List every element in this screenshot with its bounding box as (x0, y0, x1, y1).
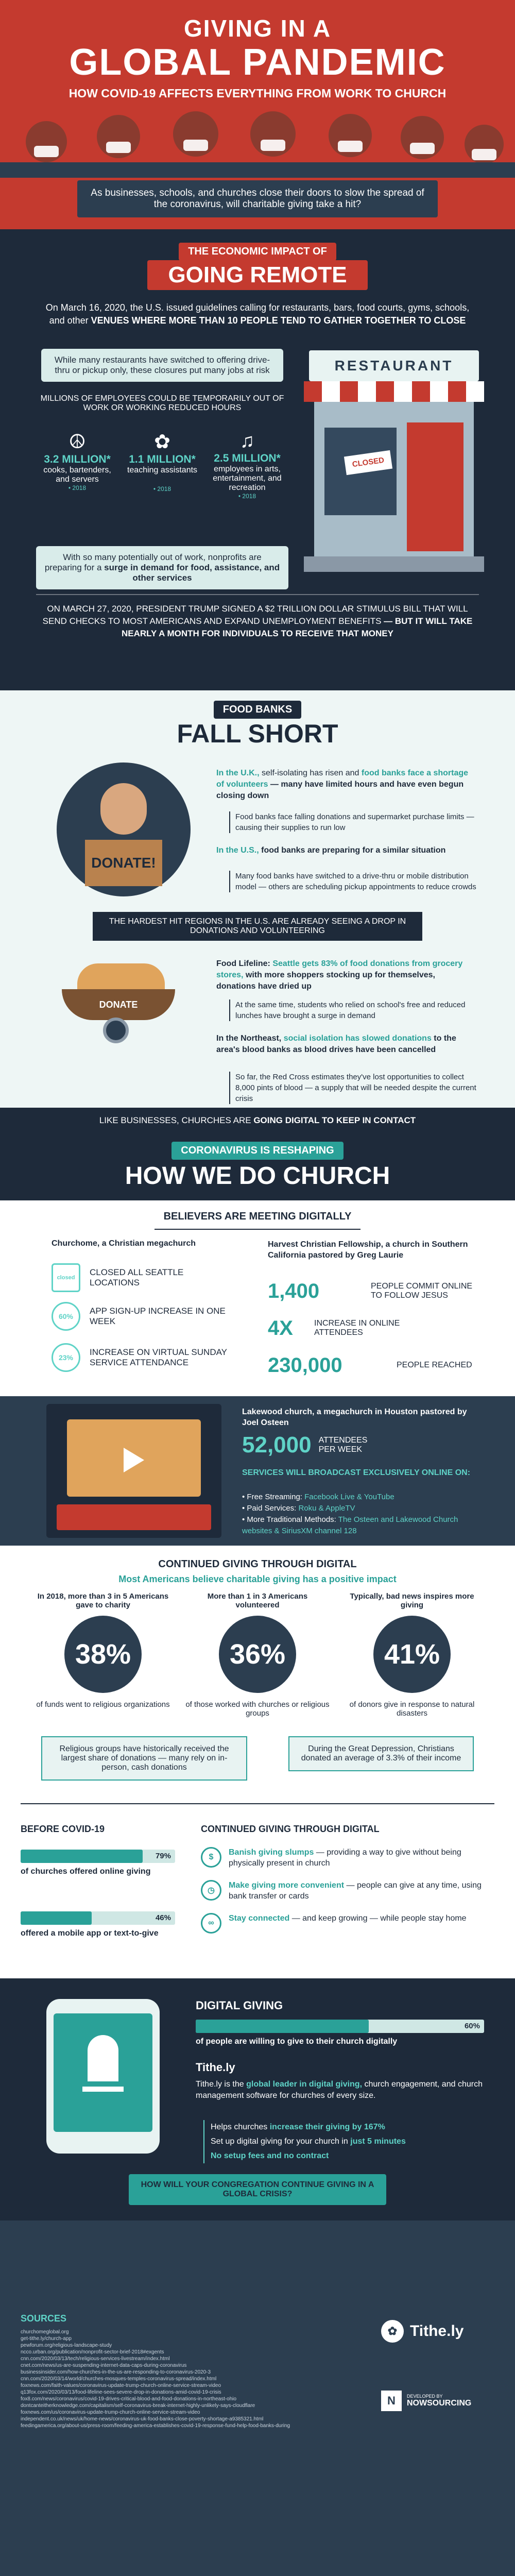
lakewood-stat (242, 1432, 479, 1458)
developed-by: DEVELOPED BY (407, 2394, 443, 2399)
source-link[interactable]: feedingamerica.org/about-us/press-room/feeding-america-establishes-covid-19-response-fund-help-food-banks-during (21, 2423, 290, 2429)
percent-icon: 60% (52, 1302, 80, 1331)
religious-groups-box: Religious groups have historically received the largest share of donations — many rely on in-person, cash donations (41, 1736, 247, 1781)
us-b: food banks are preparing for a similar situation (259, 846, 446, 855)
harvest-value: 4X (268, 1316, 293, 1340)
harvest-value: 1,400 (268, 1279, 320, 1302)
source-link[interactable]: businessinsider.com/how-churches-in-the-us-are-responding-to-coronavirus-2020-3 (21, 2369, 211, 2375)
seattle-c: with more shoppers stocking up for themselves, donations have dried up (216, 971, 435, 991)
uk-c: food banks face a shortage of volunteers (216, 769, 469, 789)
great-depression-box: During the Great Depression, Christians donated an average of 3.3% of their income (288, 1736, 474, 1771)
stat-value: 1.1 MILLION* (129, 453, 196, 465)
employment-stats (36, 430, 288, 523)
item-a: Make giving more convenient (229, 1881, 345, 1890)
nowsourcing-logo[interactable] (381, 2391, 494, 2411)
channel-value: The Osteen and Lakewood Church websites & SiriusXM channel 128 (242, 1515, 458, 1535)
channel-item: • Paid Services: Roku & AppleTV (242, 1504, 355, 1513)
us-text (216, 845, 474, 856)
remote-intro-a: On March 16, 2020, the U.S. issued guidelines calling for restaurants, bars, food courts, gyms, schools, and other (45, 302, 470, 326)
tithely-a: Tithe.ly is the (196, 2080, 247, 2089)
stat-label: employees in arts, entertainment, and recreation (213, 465, 282, 492)
believers-divider (154, 1229, 360, 1230)
stimulus-a: ON MARCH 27, 2020, PRESIDENT TRUMP SIGNED A $2 TRILLION DOLLAR STIMULUS BILL THAT WILL SEND CHECKS TO MOST AMERICANS AND EXPAND UNEMPLOYMENT BENEFITS (42, 604, 468, 626)
continued-item (201, 1880, 489, 1902)
cta-banner: HOW WILL YOUR CONGREGATION CONTINUE GIVING IN A GLOBAL CRISIS? (129, 2174, 386, 2205)
northeast-text (216, 1033, 474, 1056)
masked-people-illustration (0, 106, 515, 178)
uk-d: — many have limited hours and have even begun closing down (216, 780, 464, 800)
source-link[interactable]: pewforum.org/religious-landscape-study (21, 2343, 112, 2348)
uk-note: Food banks face falling donations and supermarket purchase limits — causing their supplies to run low (229, 811, 477, 833)
point-b: increase their giving by 167% (269, 2123, 385, 2131)
channel-item: • More Traditional Methods: The Osteen and Lakewood Church websites & SiriusXM channel 128 (242, 1515, 458, 1535)
source-link[interactable]: fox8.com/news/coronavirus/covid-19-drives-critical-blood-and-food-donations-in-northeast-ohio (21, 2396, 237, 2402)
source-link[interactable]: ncco.urban.org/publication/nonprofit-sector-brief-2018#exgents (21, 2349, 164, 2355)
northeast-note: So far, the Red Cross estimates they've lost opportunities to collect 8,000 pints of blood — a supply that will be needed despite the current crisis (229, 1072, 477, 1104)
tithely-title: Tithe.ly (196, 2061, 235, 2074)
harvest-title: Harvest Christian Fellowship, a church in Southern California pastored by Greg Laurie (268, 1240, 468, 1260)
item-b: — and keep growing — while people stay home (289, 1914, 467, 1923)
seattle-note: At the same time, students who relied on school's free and reduced lunches have brought a surge in demand (229, 999, 477, 1021)
source-link[interactable]: cnet.com/news/us-are-suspending-internet-data-caps-during-coronavirus (21, 2363, 187, 2368)
closed-sign: CLOSED (344, 450, 392, 475)
churchome-item-label: APP SIGN-UP INCREASE IN ONE WEEK (90, 1306, 226, 1326)
point-b: just 5 minutes (350, 2137, 406, 2146)
header-section (0, 0, 515, 229)
digital-giving-section (0, 1978, 515, 2221)
item-a: Stay connected (229, 1914, 290, 1923)
divider (36, 594, 479, 595)
tithely-logo-text: Tithe.ly (410, 2323, 464, 2340)
churchome-item-label: CLOSED ALL SEATTLE LOCATIONS (90, 1267, 184, 1287)
stat-year: • 2018 (153, 485, 171, 493)
dollar-icon: $ (201, 1847, 221, 1868)
digital-title: DIGITAL GIVING (196, 1999, 283, 2012)
stat-value: 3.2 MILLION* (44, 453, 111, 465)
continued-item (201, 1913, 489, 1934)
church-section (0, 1133, 515, 1700)
restaurant-illustration (304, 350, 484, 587)
giving-notes-section (0, 1700, 515, 1824)
tithely-point (211, 2134, 489, 2149)
item-b: — providing a way to give without being physically present in church (229, 1848, 461, 1868)
divider (21, 1803, 494, 1804)
bar-fill (21, 1850, 143, 1863)
before-title: BEFORE COVID-19 (21, 1824, 105, 1834)
seattle-b: Seattle gets 83% of food donations from grocery stores, (216, 959, 463, 979)
digital-banner (0, 1108, 515, 1133)
film-icon: ♫ (239, 430, 255, 452)
sources-section (0, 2221, 515, 2576)
harvest-label: INCREASE IN ONLINE ATTENDEES (314, 1319, 400, 1337)
wheelbarrow-illustration (46, 953, 201, 1046)
giving-stat-head: Typically, bad news inspires more giving (350, 1592, 474, 1609)
source-link[interactable]: foxnews.com/us/coronavirus-update-trump-church-online-service-stream-video (21, 2410, 200, 2415)
stat-arts (206, 430, 288, 500)
giving-stat-head: More than 1 in 3 Americans volunteered (207, 1592, 308, 1609)
us-note: Many food banks have switched to a drive-thru or mobile distribution model — others are scheduling pickup appointments to reduce crowds (229, 871, 477, 892)
item-b: — people can give at any time, using bank transfer or cards (229, 1881, 482, 1901)
stimulus-b: — BUT IT WILL TAKE NEARLY A MONTH FOR INDIVIDUALS TO RECEIVE THAT MONEY (122, 616, 473, 638)
bar-value: 79% (155, 1852, 171, 1860)
sources-title: SOURCES (21, 2313, 67, 2324)
churchome-item-label: INCREASE ON VIRTUAL SUNDAY SERVICE ATTENDANCE (90, 1347, 227, 1367)
stat-cooks (36, 430, 118, 492)
harvest-item (268, 1310, 484, 1347)
bar-track (21, 1850, 175, 1863)
giving-title: CONTINUED GIVING THROUGH DIGITAL (158, 1558, 357, 1570)
believers-heading: BELIEVERS ARE MEETING DIGITALLY (163, 1211, 352, 1222)
giving-stat-value: 41% (373, 1616, 451, 1693)
source-link[interactable]: independent.co.uk/news/uk/home-news/coronavirus-uk-food-banks-close-poverty-shortage-a9385321.html (21, 2416, 264, 2422)
churchome-item (52, 1296, 247, 1337)
going-remote-section (0, 229, 515, 690)
uk-text (216, 768, 474, 802)
stat-value: 2.5 MILLION* (214, 452, 281, 464)
source-link[interactable]: cnn.com/2020/03/14/world/churches-mosques-temples-coronavirus-spread/index.html (21, 2376, 217, 2382)
tithely-leaf-icon (88, 2035, 118, 2081)
harvest-item (268, 1347, 484, 1384)
tithely-b: global leader in digital giving, (246, 2080, 363, 2089)
seattle-text (216, 958, 474, 992)
title-line-1: GIVING IN A (183, 15, 332, 42)
stat-year: • 2018 (68, 484, 87, 492)
sources-list (21, 2329, 350, 2429)
digital-banner-b: GOING DIGITAL TO KEEP IN CONTACT (253, 1115, 416, 1125)
tithely-logo-icon: ✿ (381, 2320, 404, 2343)
lakewood-value: 52,000 (242, 1432, 312, 1458)
food-banks-section (0, 690, 515, 1133)
apple-icon: ✿ (154, 431, 170, 453)
source-link[interactable]: foxnews.com/faith-values/coronavirus-update-trump-church-online-service-stream-video (21, 2383, 221, 2388)
bar-fill (21, 1911, 92, 1925)
point-a: Helps churches (211, 2123, 270, 2131)
stat-label: cooks, bartenders, and servers (43, 466, 111, 484)
wheelbarrow-tub: DONATE (62, 989, 175, 1020)
item-a: Banish giving slumps (229, 1848, 314, 1857)
sidewalk (304, 556, 484, 572)
source-link[interactable]: get-tithe.ly/church-app (21, 2336, 72, 2342)
harvest-item (268, 1273, 484, 1310)
point-a: Set up digital giving for your church in (211, 2137, 351, 2146)
seattle-a: Food Lifeline: (216, 959, 273, 968)
giving-stat-label: of donors give in response to natural disasters (349, 1700, 475, 1718)
awning (304, 381, 484, 402)
source-link[interactable]: churchomeglobal.org (21, 2329, 69, 2335)
nowsourcing-icon: N (381, 2391, 402, 2411)
bar-fill (196, 2020, 369, 2033)
restaurant-sign: RESTAURANT (309, 350, 479, 381)
us-a: In the U.S., (216, 846, 259, 855)
channel-value: Roku & AppleTV (298, 1504, 355, 1513)
tithely-logo[interactable] (381, 2316, 494, 2347)
channel-key: Paid Services: (247, 1504, 299, 1513)
channel-key: Free Streaming: (247, 1493, 305, 1501)
stat-year: • 2018 (238, 493, 256, 500)
uk-b: self-isolating has risen and (259, 769, 362, 777)
percent-icon: 23% (52, 1343, 80, 1372)
storefront-door (407, 422, 464, 551)
giving-stat-label: of those worked with churches or religious groups (185, 1700, 330, 1718)
giving-stat (185, 1592, 330, 1693)
source-link[interactable]: cnn.com/2020/03/13/tech/religious-services-livestream/index.html (21, 2356, 170, 2362)
tithely-point (211, 2120, 489, 2134)
giving-subtitle: Most Americans believe charitable giving has a positive impact (118, 1574, 397, 1584)
remote-intro (41, 301, 474, 327)
donate-box: DONATE! (85, 840, 162, 886)
streaming-illustration (46, 1404, 221, 1538)
churchome-title: Churchome, a Christian megachurch (52, 1239, 196, 1248)
before-bar-2 (21, 1911, 175, 1938)
harvest-list (268, 1273, 484, 1384)
digital-bar (196, 2020, 484, 2046)
bar-value: 60% (464, 2022, 480, 2030)
churchome-list (52, 1260, 247, 1378)
giving-stat-label: of funds went to religious organizations (36, 1700, 170, 1709)
continued-title: CONTINUED GIVING THROUGH DIGITAL (201, 1824, 380, 1834)
bar-track (21, 1911, 175, 1925)
play-icon (124, 1448, 144, 1472)
remote-intro-b: VENUES WHERE MORE THAN 10 PEOPLE TEND TO GATHER TOGETHER TO CLOSE (91, 315, 466, 326)
food-title: FALL SHORT (177, 719, 338, 748)
giving-stat (340, 1592, 484, 1693)
giving-stats (31, 1592, 484, 1700)
broadcast-heading: SERVICES WILL BROADCAST EXCLUSIVELY ONLINE ON: (242, 1468, 471, 1477)
continued-list (201, 1847, 489, 1934)
remote-kicker: THE ECONOMIC IMPACT OF (179, 243, 336, 261)
bar-label: of people are willing to give to their church digitally (196, 2037, 398, 2046)
giving-stat-head: In 2018, more than 3 in 5 Americans gave to charity (37, 1592, 169, 1609)
source-link[interactable]: q13fox.com/2020/03/13/food-lifeline-sees-severe-drop-in-donations-amid-covid-19-crisis (21, 2389, 221, 2395)
channel-value: Facebook Live & YouTube (304, 1493, 394, 1501)
digital-banner-a: LIKE BUSINESSES, CHURCHES ARE (99, 1115, 254, 1125)
before-bar-1 (21, 1850, 175, 1876)
bar-track (196, 2020, 484, 2033)
stat-teaching (121, 430, 203, 493)
clock-icon: ◷ (201, 1880, 221, 1901)
channel-key: More Traditional Methods: (247, 1515, 338, 1524)
surge-a: With so many potentially out of work, nonprofits are preparing for a (44, 552, 262, 572)
harvest-label: PEOPLE COMMIT ONLINE TO FOLLOW JESUS (371, 1282, 473, 1300)
food-kicker: FOOD BANKS (214, 701, 301, 719)
lakewood-title: Lakewood church, a megachurch in Houston pastored by Joel Osteen (242, 1408, 467, 1427)
chef-hat-icon: ☮ (68, 431, 87, 453)
volunteer-illustration (57, 762, 191, 896)
tithely-points (203, 2120, 489, 2163)
title-line-2: GLOBAL PANDEMIC (69, 42, 446, 83)
phone-illustration (46, 1999, 160, 2154)
giving-stat-value: 38% (64, 1616, 142, 1693)
churchome-item (52, 1337, 247, 1378)
subtitle: HOW COVID-19 AFFECTS EVERYTHING FROM WORK TO CHURCH (68, 87, 447, 100)
pews (57, 1504, 211, 1530)
church-kicker: CORONAVIRUS IS RESHAPING (171, 1142, 343, 1160)
channel-item: • Free Streaming: Facebook Live & YouTube (242, 1493, 394, 1501)
nowsourcing-name: NOWSOURCING (407, 2399, 472, 2408)
point-b: No setup fees and no contract (211, 2151, 329, 2160)
volunteer-head (100, 783, 147, 835)
giving-stat (31, 1592, 175, 1693)
surge-box (36, 546, 288, 589)
stimulus-text (41, 603, 474, 640)
lakewood-unit: ATTENDEES PER WEEK (318, 1436, 368, 1454)
bar-label: of churches offered online giving (21, 1867, 151, 1876)
source-link[interactable]: dontcanteitherknowledge.com/capitalism/self-coronavirus-break-internet-highly-unlikely-says-cloudflare (21, 2403, 255, 2409)
tithely-bar-icon (82, 2087, 124, 2092)
closed-icon: closed (52, 1263, 80, 1292)
bar-label: offered a mobile app or text-to-give (21, 1929, 159, 1938)
harvest-label: PEOPLE REACHED (397, 1361, 472, 1369)
continued-item (201, 1847, 489, 1869)
hardest-hit-banner: THE HARDEST HIT REGIONS IN THE U.S. ARE ALREADY SEEING A DROP IN DONATIONS AND VOLUNTEERING (93, 912, 422, 941)
giving-stat-value: 36% (219, 1616, 296, 1693)
bar-value: 46% (155, 1913, 171, 1922)
ne-a: In the Northeast, (216, 1034, 284, 1043)
church-title: HOW WE DO CHURCH (125, 1162, 390, 1190)
link-icon: ∞ (201, 1913, 221, 1934)
closures-box: While many restaurants have switched to offering drive-thru or pickup only, these closures put many jobs at risk (41, 349, 283, 382)
tithely-point (211, 2149, 489, 2163)
harvest-value: 230,000 (268, 1353, 342, 1377)
remote-title: GOING REMOTE (147, 260, 367, 290)
tithely-c: church engagement, and church management software for churches of every size. (196, 2080, 483, 2100)
surge-b: surge in demand for food, assistance, and other services (104, 563, 280, 583)
ne-c: to the area's blood banks as blood drives have been cancelled (216, 1034, 456, 1054)
intro-text: As businesses, schools, and churches close their doors to slow the spread of the coronavirus, will charitable giving take a hit? (77, 180, 438, 217)
ne-b: social isolation has slowed donations (283, 1034, 432, 1043)
tithely-description (196, 2079, 484, 2102)
channel-list (242, 1492, 484, 1537)
churchome-item (52, 1260, 247, 1296)
millions-text: MILLIONS OF EMPLOYEES COULD BE TEMPORARILY OUT OF WORK OR WORKING REDUCED HOURS (40, 394, 284, 412)
wheel (103, 1018, 129, 1043)
stat-label: teaching assistants (127, 466, 198, 474)
uk-a: In the U.K., (216, 769, 260, 777)
